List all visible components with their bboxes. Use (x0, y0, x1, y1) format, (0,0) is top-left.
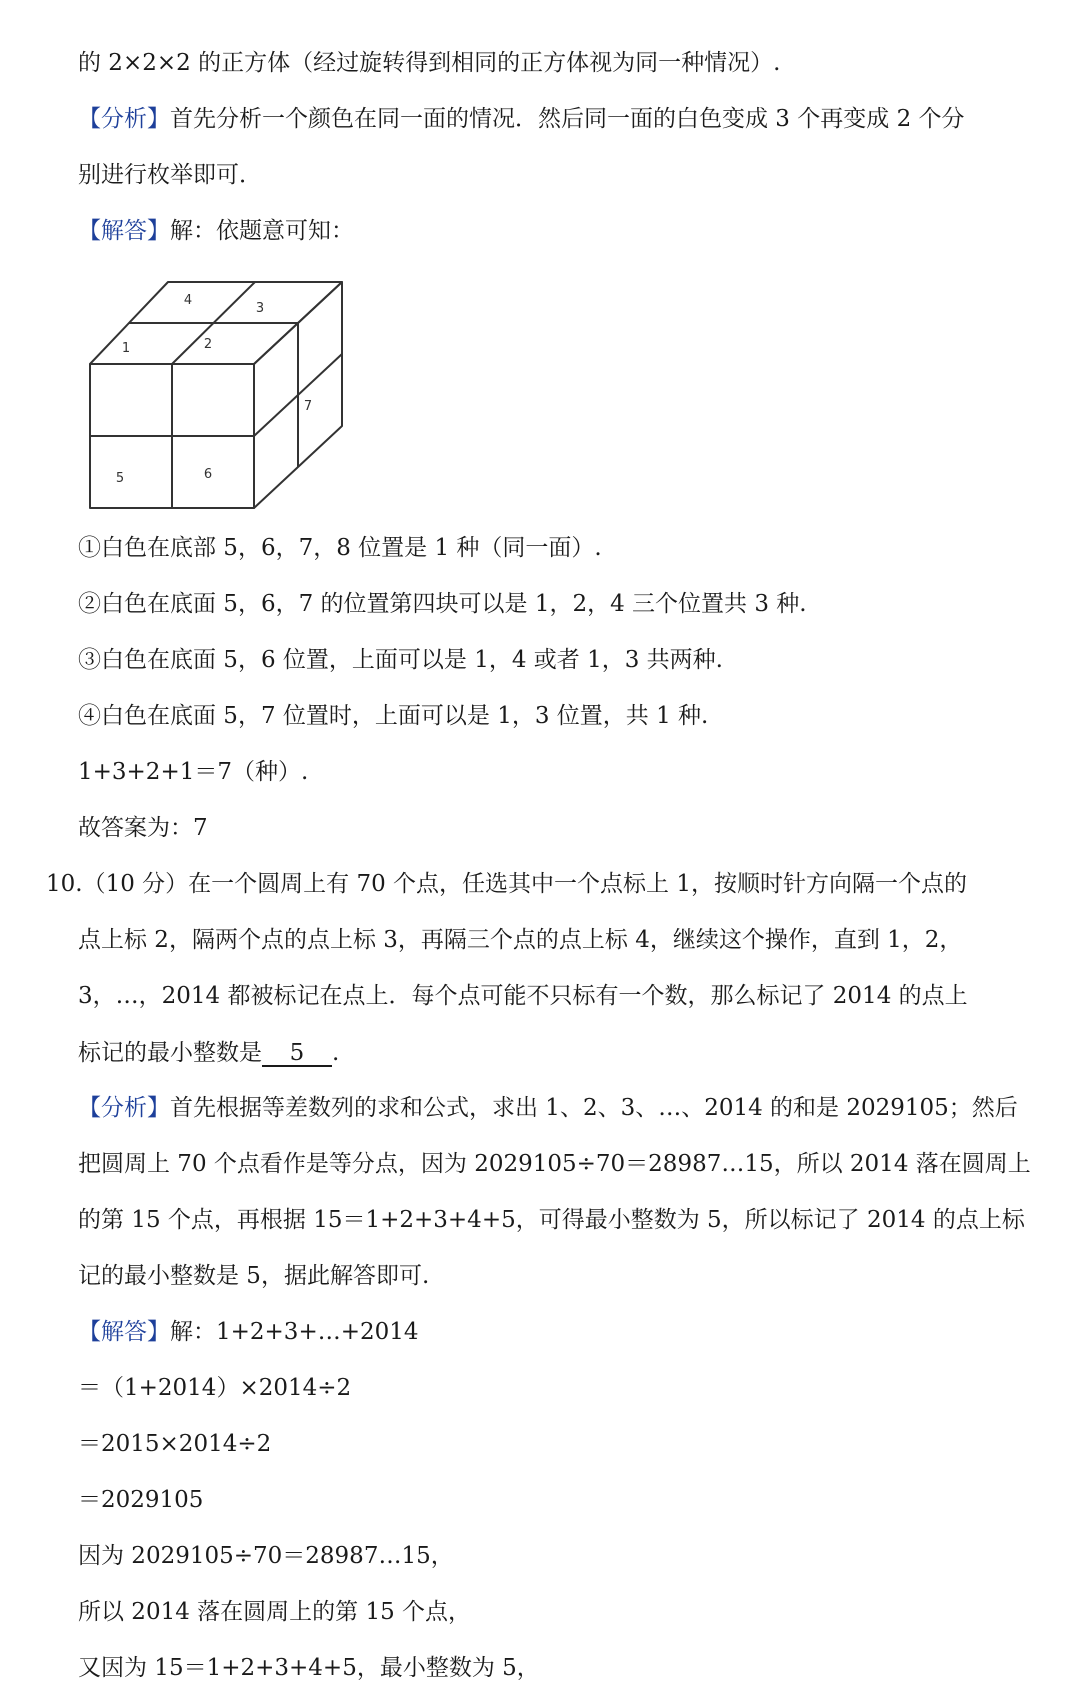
q10-statement-line2: 点上标 2，隔两个点的点上标 3，再隔三个点的点上标 4，继续这个操作，直到 1，2， (78, 927, 963, 953)
q9-sum: 1+3+2+1＝7（种）. (78, 759, 309, 785)
cube-label-3: 3 (255, 301, 265, 316)
q10-line4-suffix: . (332, 1040, 340, 1066)
q10-answer-line7: 又因为 15＝1+2+3+4+5，最小整数为 5， (78, 1655, 540, 1681)
q10-answer-line1 (78, 1321, 419, 1344)
cube-label-5: 5 (115, 471, 125, 486)
q10-analysis-line4: 记的最小整数是 5，据此解答即可. (78, 1263, 430, 1289)
q10-statement-line1: 10.（10 分）在一个圆周上有 70 个点，任选其中一个点标上 1，按顺时针方向隔一个点的 (46, 871, 967, 897)
q9-answer-intro (78, 220, 354, 243)
problem9-statement-end: 的 2×2×2 的正方体（经过旋转得到相同的正方体视为同一种情况）. (78, 50, 781, 76)
q10-analysis-text: 首先根据等差数列的求和公式，求出 1、2、3、…、2014 的和是 2029105；然后 (170, 1095, 1018, 1121)
q9-step-1: ①白色在底部 5，6，7，8 位置是 1 种（同一面）. (78, 535, 602, 561)
q9-step-2: ②白色在底面 5，6，7 的位置第四块可以是 1，2，4 三个位置共 3 种. (78, 591, 807, 617)
q10-answer-line3: ＝2015×2014÷2 (78, 1431, 272, 1457)
q9-analysis-text: 首先分析一个颜色在同一面的情况．然后同一面的白色变成 3 个再变成 2 个分 (170, 106, 965, 132)
cube-figure (84, 278, 354, 512)
q10-answer-line4: ＝2029105 (78, 1487, 204, 1513)
q10-statement-line4 (78, 1041, 339, 1067)
q10-answer-line2: ＝（1+2014）×2014÷2 (78, 1375, 352, 1401)
q10-analysis-line2: 把圆周上 70 个点看作是等分点，因为 2029105÷70＝28987…15，所以 2014 落在圆周上 (78, 1151, 1031, 1177)
q9-step-3: ③白色在底面 5，6 位置，上面可以是 1，4 或者 1，3 共两种. (78, 647, 723, 673)
cube-label-2: 2 (203, 337, 213, 352)
q10-analysis-line1 (78, 1097, 1018, 1120)
cube-label-1: 1 (121, 341, 131, 356)
q9-final-answer: 故答案为：7 (78, 815, 208, 841)
analysis-tag: 【分析】 (78, 1095, 170, 1121)
cube-label-7: 7 (303, 399, 313, 414)
q10-answer-line5: 因为 2029105÷70＝28987…15， (78, 1543, 454, 1569)
answer-tag: 【解答】 (78, 218, 170, 244)
q9-analysis-line2: 别进行枚举即可． (78, 162, 262, 188)
answer-tag: 【解答】 (78, 1319, 170, 1345)
answer-blank: 5 (262, 1041, 332, 1067)
q10-analysis-line3: 的第 15 个点，再根据 15＝1+2+3+4+5，可得最小整数为 5，所以标记了 2014 的点上标 (78, 1207, 1025, 1233)
q10-answer-text: 解：1+2+3+…+2014 (170, 1319, 419, 1345)
analysis-tag: 【分析】 (78, 106, 170, 132)
cube-label-4: 4 (183, 293, 193, 308)
q10-statement-line3: 3，…，2014 都被标记在点上．每个点可能不只标有一个数，那么标记了 2014 的点上 (78, 983, 968, 1009)
q10-line4-prefix: 标记的最小整数是 (78, 1040, 262, 1066)
q10-answer-line6: 所以 2014 落在圆周上的第 15 个点， (78, 1599, 472, 1625)
q9-analysis-line1 (78, 108, 965, 131)
cube-label-6: 6 (203, 467, 213, 482)
q9-step-4: ④白色在底面 5，7 位置时，上面可以是 1，3 位置，共 1 种. (78, 703, 709, 729)
q9-answer-intro-text: 解：依题意可知： (170, 218, 354, 244)
